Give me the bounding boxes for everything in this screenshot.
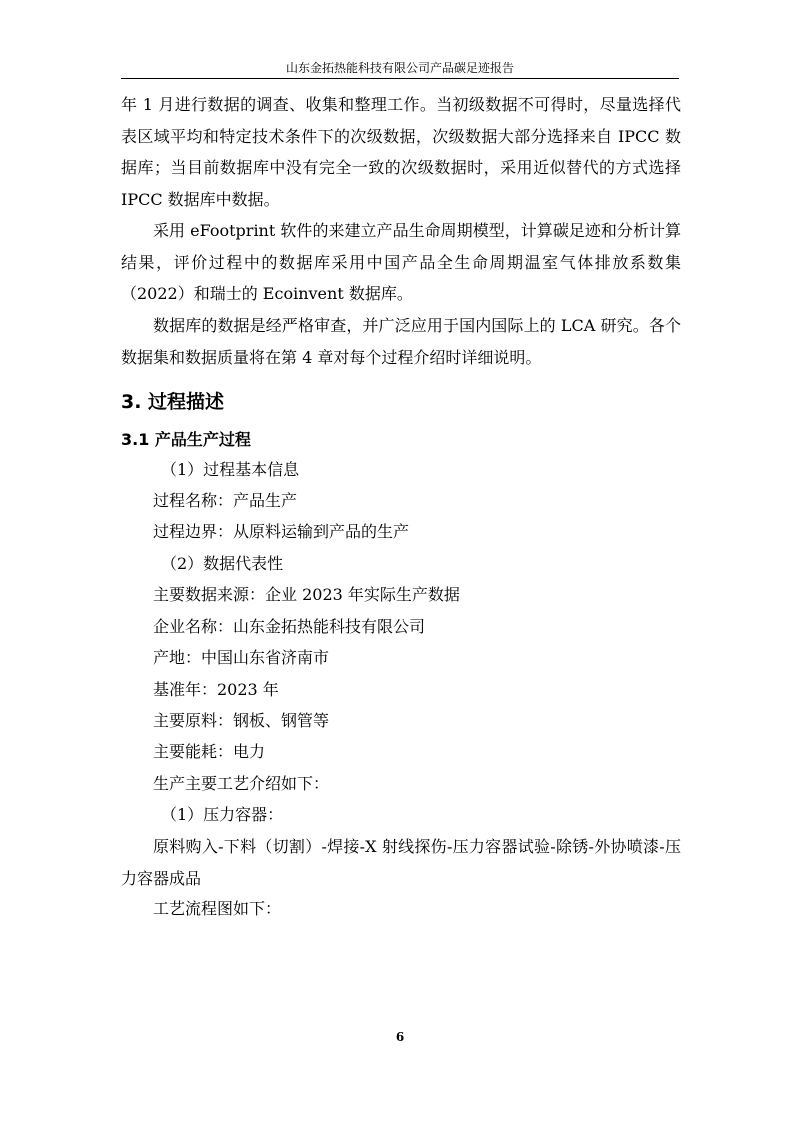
raw-materials: 主要原料：钢板、钢管等 — [153, 711, 330, 730]
process-flow-description: 原料购入-下料（切割）-焊接-X 射线探伤-压力容器试验-除锈-外协喷漆-压力容器成品 — [121, 837, 681, 888]
energy-consumption: 主要能耗：电力 — [153, 742, 266, 761]
item-pressure-vessel: （1）压力容器： — [161, 805, 284, 824]
header-divider — [121, 78, 679, 79]
paragraph-data-collection: 年 1 月进行数据的调查、收集和整理工作。当初级数据不可得时，尽量选择代表区域平均和特定技术条件下的次级数据，次级数据大部分选择来自 IPCC 数据库；当目前数据库中没有完全一致的次级数据时，采用近似替代的方式选择 IPCC 数据库中数据。 — [121, 95, 681, 209]
process-name: 过程名称：产品生产 — [153, 491, 298, 510]
process-boundary: 过程边界：从原料运输到产品的生产 — [153, 522, 410, 541]
flow-chart-label: 工艺流程图如下： — [153, 899, 282, 918]
item-basic-info: （1）过程基本信息 — [161, 460, 300, 479]
base-year: 基准年：2023 年 — [153, 680, 279, 699]
origin: 产地：中国山东省济南市 — [153, 648, 330, 667]
data-source: 主要数据来源：企业 2023 年实际生产数据 — [153, 585, 460, 604]
running-header: 山东金拓热能科技有限公司产品碳足迹报告 — [285, 61, 514, 75]
company-name: 企业名称：山东金拓热能科技有限公司 — [153, 617, 426, 636]
section-heading: 3. 过程描述 — [121, 391, 225, 413]
page-number: 6 — [395, 1030, 405, 1044]
subsection-heading: 3.1 产品生产过程 — [121, 430, 251, 449]
paragraph-database-review: 数据库的数据是经严格审查，并广泛应用于国内国际上的 LCA 研究。各个数据集和数据质量将在第 4 章对每个过程介绍时详细说明。 — [121, 316, 681, 367]
process-intro: 生产主要工艺介绍如下： — [153, 774, 330, 793]
paragraph-efootprint: 采用 eFootprint 软件的来建立产品生命周期模型，计算碳足迹和分析计算结果，评价过程中的数据库采用中国产品全生命周期温室气体排放系数集（2022）和瑞士的 Ecoinvent 数据库。 — [121, 221, 681, 303]
item-data-representativeness: （2）数据代表性 — [161, 554, 284, 573]
